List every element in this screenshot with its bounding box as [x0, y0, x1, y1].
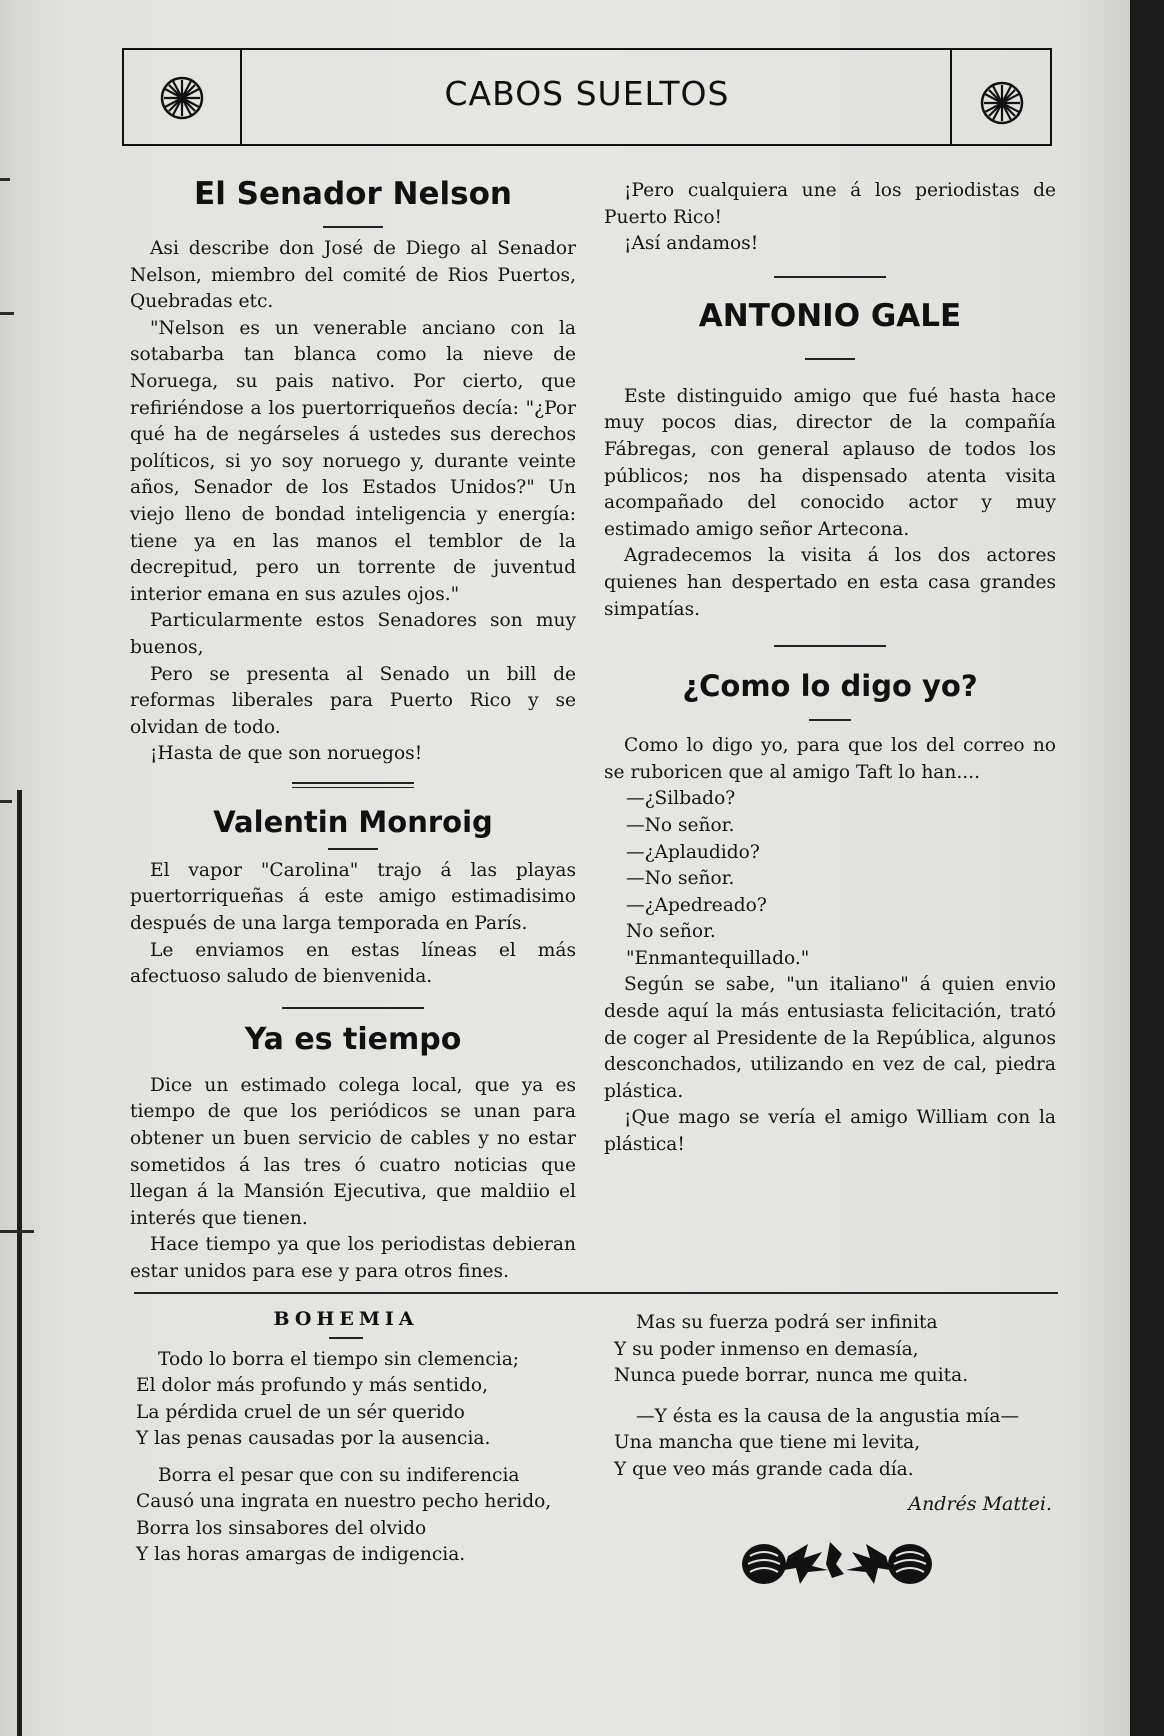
poem-line: Y su poder inmenso en demasía,	[614, 1338, 919, 1360]
dialogue-line: —No señor.	[626, 868, 735, 890]
section-title: CABOS SUELTOS	[444, 74, 730, 113]
poem-line: Y las penas causadas por la ausencia.	[136, 1428, 491, 1449]
poem-line: Y las horas amargas de indigencia.	[136, 1544, 466, 1565]
article-paragraph: Asi describe don José de Diego al Senador Nelson, miembro del comité de Rios Puertos, Quebradas etc.	[130, 238, 576, 313]
article-title: Valentin Monroig	[213, 804, 493, 839]
article-paragraph: Hace tiempo ya que los periodistas debieran estar unidos para ese y para otros fines.	[130, 1234, 576, 1282]
poem-stanza	[614, 1404, 1052, 1484]
poem-left	[136, 1305, 556, 1579]
article-paragraph: Pero se presenta al Senado un bill de reformas liberales para Puerto Rico y se olvidan de todo.	[130, 663, 576, 738]
scan-edge	[1130, 0, 1164, 1736]
rosette-icon	[979, 80, 1025, 126]
binding-rule	[17, 790, 22, 1736]
divider	[282, 1007, 424, 1009]
dialogue-line: —No señor.	[626, 814, 735, 836]
poem-line: La pérdida cruel de un sér querido	[136, 1401, 465, 1423]
poem-line: Borra el pesar que con su indiferencia	[158, 1464, 520, 1486]
poem-line: Nunca puede borrar, nunca me quita.	[614, 1365, 969, 1386]
poem-line: El dolor más profundo y más sentido,	[136, 1375, 488, 1396]
poem-stanza	[136, 1463, 556, 1569]
article-title: ¿Como lo digo yo?	[682, 669, 978, 704]
poem-line: Causó una ingrata en nuestro pecho herido,	[136, 1491, 552, 1512]
poem-line: Y que veo más grande cada día.	[614, 1458, 914, 1480]
article-paragraph: Como lo digo yo, para que los del correo no se ruboricen que al amigo Taft lo han....	[604, 735, 1056, 783]
double-divider	[292, 782, 414, 788]
article-paragraph: Según se sabe, "un italiano" á quien envio desde aquí la más entusiasta felicitación, trató de coger al Presidente de la República, algunos desconchados, utilizando en vez de cal, piedra plástica.	[604, 974, 1056, 1102]
dialogue-line: "Enmantequillado."	[626, 947, 810, 969]
divider	[323, 226, 383, 228]
divider	[805, 358, 855, 360]
poem-line: Todo lo borra el tiempo sin clemencia;	[158, 1348, 520, 1370]
left-column	[130, 174, 576, 1286]
article-paragraph: Este distinguido amigo que fué hasta hace muy pocos dias, director de la compañía Fábregas, con general aplauso de todos los públicos; nos ha dispensado atenta visita acompañado del conocido actor y muy estimado amigo señor Artecona.	[604, 385, 1056, 540]
poem-line: Una mancha que tiene mi levita,	[614, 1432, 921, 1453]
article-paragraph: ¡Así andamos!	[624, 233, 759, 255]
article-paragraph: ¡Pero cualquiera une á los periodistas de Puerto Rico!	[604, 180, 1056, 228]
poem-stanza	[614, 1310, 1052, 1390]
article-title: El Senador Nelson	[194, 176, 512, 212]
section-divider	[134, 1292, 1058, 1294]
margin-mark	[0, 1230, 34, 1233]
ornament-icon	[738, 1534, 936, 1590]
article-paragraph: Le enviamos en estas líneas el más afectuoso saludo de bienvenida.	[130, 939, 576, 988]
poem-line: Mas su fuerza podrá ser infinita	[636, 1312, 938, 1333]
poem-line: Borra los sinsabores del olvido	[136, 1517, 427, 1539]
rosette-icon	[159, 75, 205, 121]
poem-right	[614, 1310, 1052, 1515]
divider	[328, 848, 378, 850]
poem-stanza	[136, 1347, 556, 1453]
margin-mark	[0, 178, 10, 181]
poem-line: —Y ésta es la causa de la angustia mía—	[636, 1405, 1020, 1427]
dialogue-line: —¿Silbado?	[626, 788, 736, 810]
divider	[329, 1337, 363, 1339]
margin-mark	[0, 800, 12, 803]
article-title: ANTONIO GALE	[698, 297, 962, 334]
divider	[774, 645, 886, 647]
poem-title: BOHEMIA	[273, 1308, 419, 1330]
article-paragraph: Particularmente estos Senadores son muy buenos,	[130, 610, 576, 658]
section-header	[122, 48, 1052, 146]
right-column	[604, 178, 1056, 1159]
divider	[774, 276, 886, 278]
dialogue-line: —¿Apedreado?	[626, 894, 767, 916]
margin-mark	[0, 312, 14, 315]
poem-author: Andrés Mattei.	[908, 1493, 1052, 1515]
article-paragraph: ¡Que mago se vería el amigo William con la plástica!	[604, 1107, 1056, 1156]
dialogue-line: No señor.	[626, 921, 716, 943]
article-paragraph: "Nelson es un venerable anciano con la sotabarba tan blanca como la nieve de Noruega, su pais nativo. Por cierto, que refiriéndose a los puertorriqueños decía: "¿Por qué ha de negárseles á ustedes sus derechos políticos, si yo soy noruego y, durante veinte años, Senador de los Estados Unidos?" Un viejo lleno de bondad inteligencia y energía: tiene ya en las manos el temblor de la decrepitud, pero un torrente de juventud interior emana en sus azules ojos."	[130, 317, 576, 605]
article-paragraph: Dice un estimado colega local, que ya es tiempo de que los periódicos se unan para obtener un buen servicio de cables y no estar sometidos á las tres ó cuatro noticias que llegan á la Mansión Ejecutiva, que maldiio el interés que tienen.	[130, 1074, 576, 1229]
divider	[809, 719, 851, 721]
dialogue-line: —¿Aplaudido?	[626, 841, 760, 863]
article-paragraph: Agradecemos la visita á los dos actores quienes han despertado en esta casa grandes simpatías.	[604, 545, 1056, 620]
article-paragraph: El vapor "Carolina" trajo á las playas puertorriqueñas á este amigo estimadisimo después de una larga temporada en París.	[130, 859, 576, 935]
article-paragraph: ¡Hasta de que son noruegos!	[150, 743, 423, 765]
article-title: Ya es tiempo	[244, 1021, 462, 1057]
